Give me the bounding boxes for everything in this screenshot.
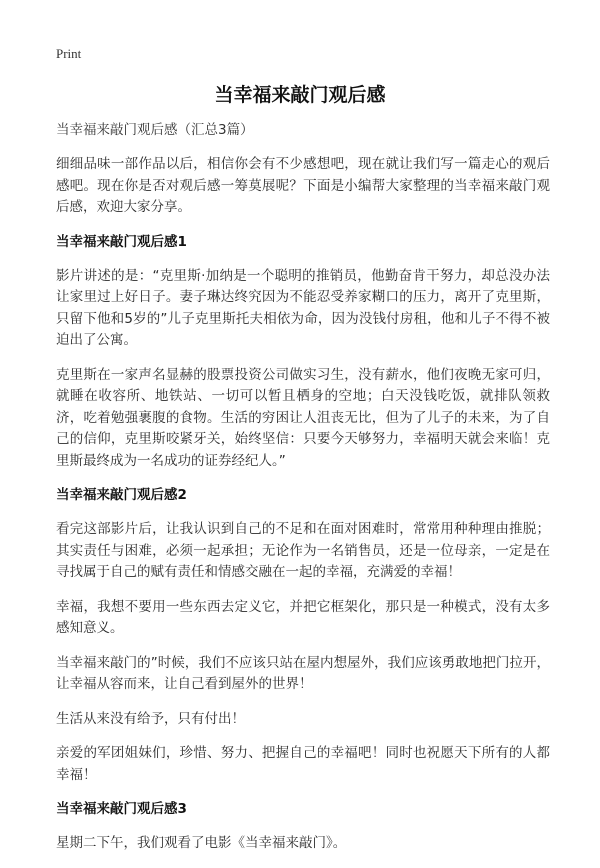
print-label: Print — [56, 46, 82, 61]
section-2-paragraph-1: 看完这部影片后，让我认识到自己的不足和在面对困难时，常常用种种理由推脱；其实责任与困难，必须一起承担；无论作为一名销售员，还是一位母亲，一定是在寻找属于自己的赋有责任和情感交融在一起的幸福，充满爱的幸福！ — [56, 521, 550, 580]
section-2-paragraph-2: 幸福，我想不要用一些东西去定义它，并把它框架化，那只是一种模式，没有太多感知意义。 — [56, 598, 550, 636]
section-2-paragraph-4: 生活从来没有给予，只有付出！ — [56, 710, 245, 727]
intro-paragraph: 细细品味一部作品以后，相信你会有不少感想吧，现在就让我们写一篇走心的观后感吧。现在你是否对观后感一筹莫展呢？下面是小编帮大家整理的当幸福来敲门观后感，欢迎大家分享。 — [56, 156, 550, 215]
section-2-paragraph-5: 亲爱的军团姐妹们，珍惜、努力、把握自己的幸福吧！同时也祝愿天下所有的人都幸福！ — [56, 745, 550, 783]
section-3-paragraph-1: 星期二下午，我们观看了电影《当幸福来敲门》。 — [56, 835, 347, 851]
section-1-heading: 当幸福来敲门观后感1 — [56, 233, 187, 250]
section-1-paragraph-2: 克里斯在一家声名显赫的股票投资公司做实习生，没有薪水，他们夜晚无家可归，就睡在收容所、地铁站、一切可以暂且栖身的空地；白天没钱吃饭，就排队领救济，吃着勉强裹腹的食物。生活的穷困让人沮丧无比，但为了儿子的未来，为了自己的信仰，克里斯咬紧牙关，始终坚信：只要今天够努力，幸福明天就会来临！克里斯最终成为一名成功的证券经纪人。” — [56, 366, 550, 469]
section-2-paragraph-3: 当幸福来敲门的”时候，我们不应该只站在屋内想屋外，我们应该勇敢地把门拉开，让幸福从容而来，让自己看到屋外的世界！ — [56, 654, 550, 692]
document-subtitle: 当幸福来敲门观后感（汇总3篇） — [56, 122, 254, 138]
section-3-heading: 当幸福来敲门观后感3 — [56, 801, 187, 817]
section-2-heading: 当幸福来敲门观后感2 — [56, 487, 187, 503]
document-body — [56, 120, 550, 868]
section-1-paragraph-1: 影片讲述的是：“克里斯·加纳是一个聪明的推销员，他勤奋肯干努力，却总没办法让家里过上好日子。妻子琳达终究因为不能忍受养家糊口的压力，离开了克里斯，只留下他和5岁的”儿子克里斯托夫相依为命，因为没钱付房租，他和儿子不得不被迫出了公寓。 — [56, 267, 550, 348]
document-title: 当幸福来敲门观后感 — [214, 84, 386, 106]
